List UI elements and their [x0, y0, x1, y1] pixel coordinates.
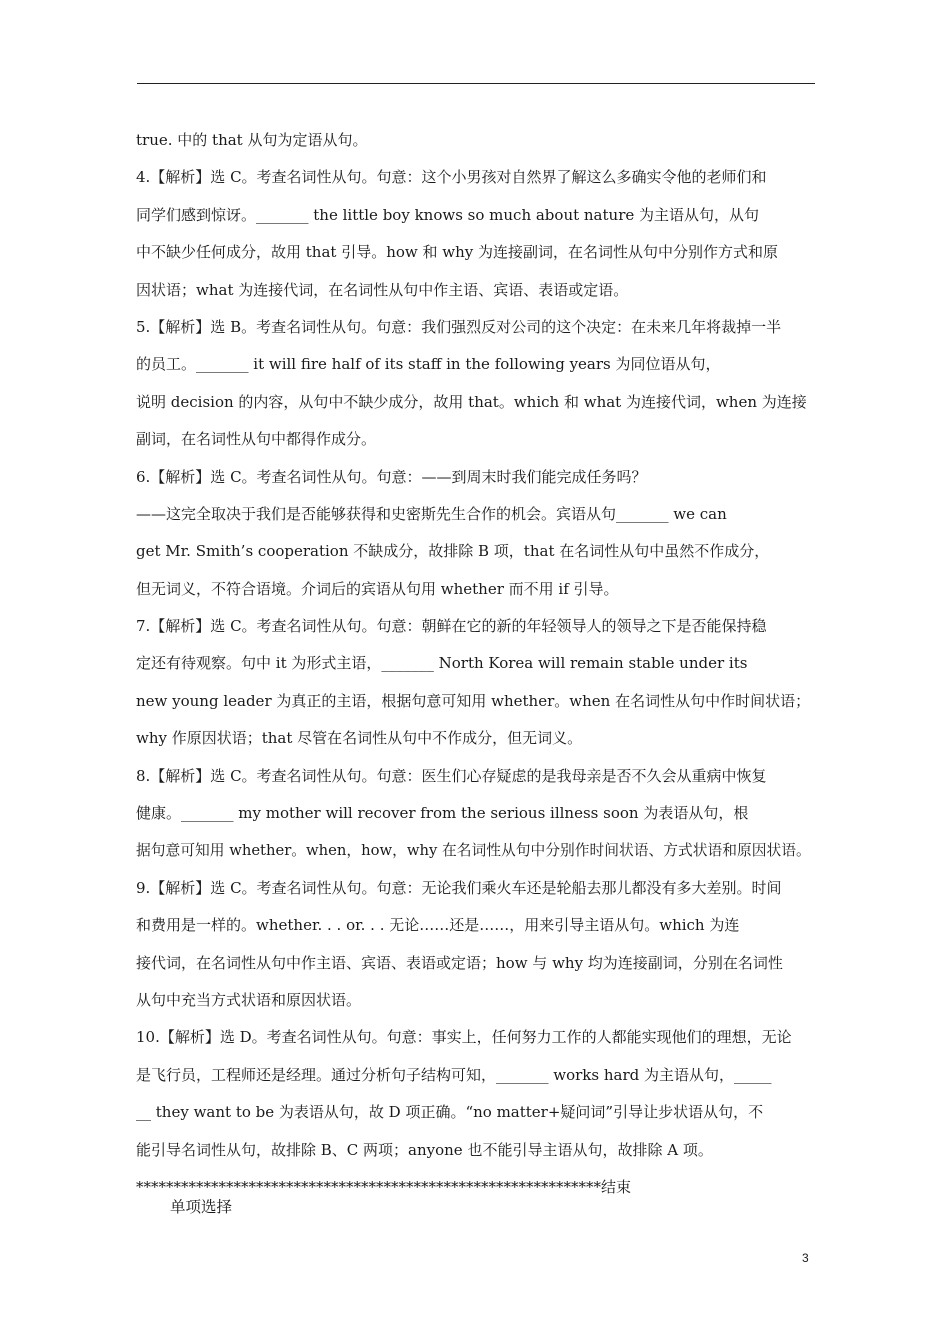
text-line: 副词，在名词性从句中都得作成分。: [136, 430, 377, 449]
text-line: 据句意可知用 whether。when，how，why 在名词性从句中分别作时间状语、方式状语和原因状语。: [136, 842, 811, 860]
answer-explanations: [136, 122, 816, 1206]
text-line: 接代词，在名词性从句中作主语、宾语、表语或定语；how 与 why 均为连接副词，分别在名词性: [136, 953, 783, 972]
text-line: 说明 decision 的内容，从句中不缺少成分，故用 that。which 和 what 为连接代词，when 为连接: [136, 392, 807, 411]
text-line: 从句中充当方式状语和原因状语。: [136, 990, 362, 1009]
text-line: 10.【解析】选 D。考查名词性从句。句意：事实上，任何努力工作的人都能实现他们的理想，无论: [136, 1028, 792, 1047]
text-line: get Mr. Smith’s cooperation 不缺成分，故排除 B 项，that 在名词性从句中虽然不作成分，: [136, 542, 770, 561]
text-line: 的员工。_______ it will fire half of its staff in the following years 为同位语从句，: [136, 355, 721, 374]
text-line: 能引导名词性从句，故排除 B、C 两项；anyone 也不能引导主语从句，故排除 A 项。: [136, 1140, 713, 1159]
text-line: 定还有待观察。句中 it 为形式主语，_______ North Korea will remain stable under its: [136, 654, 748, 673]
text-line: 因状语；what 为连接代词，在名词性从句中作主语、宾语、表语或定语。: [136, 280, 629, 299]
text-line: new young leader 为真正的主语，根据句意可知用 whether。when 在名词性从句中作时间状语；: [136, 691, 811, 710]
text-line: __ they want to be 为表语从句，故 D 项正确。“no matter+疑问词”引导让步状语从句，不: [136, 1103, 764, 1122]
text-line: 4.【解析】选 C。考查名词性从句。句意：这个小男孩对自然界了解这么多确实令他的老师们和: [136, 168, 767, 187]
text-line: ——这完全取决于我们是否能够获得和史密斯先生合作的机会。宾语从句_______ we can: [136, 504, 727, 523]
text-line: 9.【解析】选 C。考查名词性从句。句意：无论我们乘火车还是轮船去那儿都没有多大差别。时间: [136, 878, 782, 897]
end-marker-line: **************************************************************结束: [136, 1177, 632, 1196]
text-line: 5.【解析】选 B。考查名词性从句。句意：我们强烈反对公司的这个决定：在未来几年将裁掉一半: [136, 317, 782, 336]
text-line: 同学们感到惊讶。_______ the little boy knows so much about nature 为主语从句，从句: [136, 205, 760, 224]
text-line: 是飞行员，工程师还是经理。通过分析句子结构可知，_______ works hard 为主语从句，_____: [136, 1065, 772, 1084]
text-line: 和费用是一样的。whether. . . or. . . 无论……还是……，用来引导主语从句。which 为连: [136, 916, 740, 935]
section-title: 单项选择: [170, 1198, 233, 1216]
text-line: why 作原因状语；that 尽管在名词性从句中不作成分，但无词义。: [136, 729, 583, 748]
text-line: 7.【解析】选 C。考查名词性从句。句意：朝鲜在它的新的年轻领导人的领导之下是否能保持稳: [136, 617, 767, 636]
text-line: 6.【解析】选 C。考查名词性从句。句意：——到周末时我们能完成任务吗？: [136, 467, 647, 486]
text-line: true. 中的 that 从句为定语从句。: [136, 131, 368, 149]
header-rule: [137, 83, 815, 84]
text-line: 中不缺少任何成分，故用 that 引导。how 和 why 为连接副词，在名词性从句中分别作方式和原: [136, 243, 779, 262]
text-line: 健康。_______ my mother will recover from the serious illness soon 为表语从句，根: [136, 804, 749, 823]
page-number: 3: [802, 1251, 809, 1265]
text-line: 8.【解析】选 C。考查名词性从句。句意：医生们心存疑虑的是我母亲是否不久会从重病中恢复: [136, 766, 767, 785]
text-line: 但无词义，不符合语境。介词后的宾语从句用 whether 而不用 if 引导。: [136, 579, 619, 598]
